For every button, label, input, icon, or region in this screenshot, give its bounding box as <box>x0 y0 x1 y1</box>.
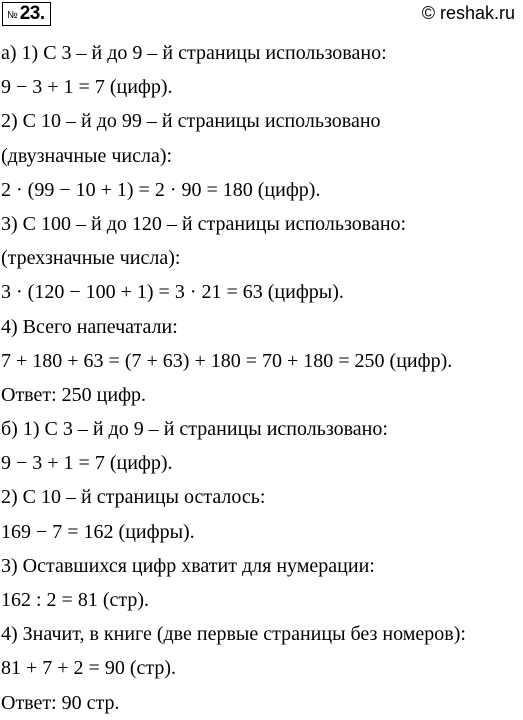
answer-line: Ответ: 90 стр. <box>1 691 120 714</box>
number-sign: № <box>7 10 18 21</box>
task-number: 23. <box>19 3 45 24</box>
text-line: 169 − 7 = 162 (цифры). <box>1 520 195 543</box>
text-line: 2) С 10 – й страницы осталось: <box>1 486 266 509</box>
text-line: (трехзначные числа): <box>1 247 181 270</box>
text-line: 3 · (120 − 100 + 1) = 3 · 21 = 63 (цифры). <box>1 281 344 304</box>
text-line: 2) С 10 – й до 99 – й страницы использовано <box>1 110 381 133</box>
solution-text <box>0 36 523 720</box>
text-line: 3) Оставшихся цифр хватит для нумерации: <box>1 554 375 577</box>
answer-line: Ответ: 250 цифр. <box>1 383 147 406</box>
text-line: 9 − 3 + 1 = 7 (цифр). <box>1 452 173 475</box>
watermark: © reshak.ru <box>421 3 515 23</box>
text-line: 4) Значит, в книге (две первые страницы без номеров): <box>1 623 466 646</box>
text-line: 2 · (99 − 10 + 1) = 2 · 90 = 180 (цифр). <box>1 178 321 201</box>
text-line: 162 : 2 = 81 (стр). <box>1 589 150 611</box>
text-line: 9 − 3 + 1 = 7 (цифр). <box>1 76 173 99</box>
text-line: 3) С 100 – й до 120 – й страницы использовано: <box>1 212 407 235</box>
task-number-badge <box>2 2 51 26</box>
text-line: а) 1) С 3 – й до 9 – й страницы использовано: <box>1 42 387 64</box>
text-line: (двузначные числа): <box>1 144 173 167</box>
header <box>2 2 521 28</box>
text-line: 81 + 7 + 2 = 90 (стр). <box>1 657 177 680</box>
text-line: 7 + 180 + 63 = (7 + 63) + 180 = 70 + 180 = 250 (цифр). <box>1 349 453 372</box>
text-line: б) 1) С 3 – й до 9 – й страницы использовано: <box>1 418 388 441</box>
text-line: 4) Всего напечатали: <box>1 315 178 338</box>
